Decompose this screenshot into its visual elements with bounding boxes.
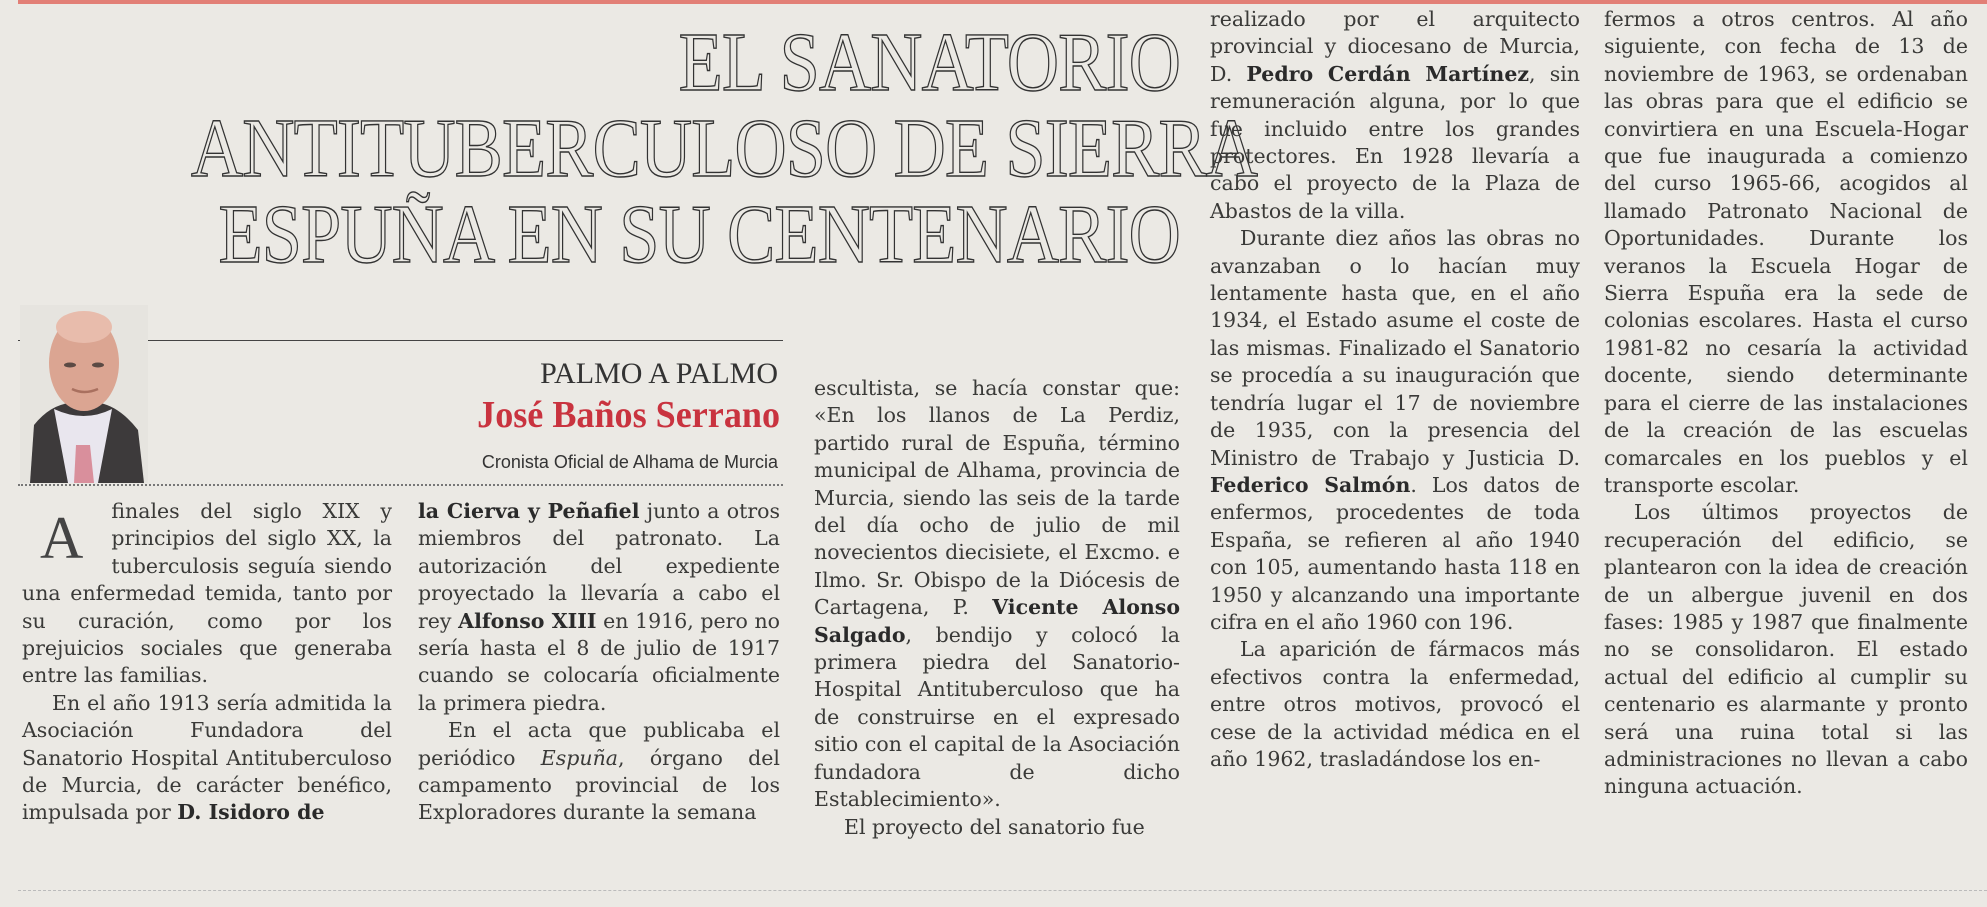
- article-column-3: [814, 375, 1180, 841]
- paragraph: La aparición de fármacos más efectivos contra la enfermedad, entre otros motivos, provocó el cese de la actividad médica en el año 1962, trasladándose los en-: [1210, 637, 1580, 771]
- paragraph: Los últimos proyectos de recuperación del edificio, se plantearon con la idea de creación de un albergue juvenil en dos fases: 1985 y 1987 que finalmente no se consolidaron. El estado actual del edificio al cumplir su centenario es alarmante y pronto será una ruina total si las administraciones no llevan a cabo ninguna actuación.: [1604, 500, 1968, 799]
- bold-name: Federico Salmón: [1210, 472, 1411, 497]
- italic-title: Espuña: [540, 745, 619, 770]
- article-column-1: [22, 498, 392, 827]
- drop-cap: A: [40, 505, 84, 571]
- article-column-5: [1604, 6, 1968, 801]
- article-column-4: [1210, 6, 1580, 773]
- section-label: PALMO A PALMO: [540, 357, 778, 390]
- headline: [191, 16, 1258, 281]
- author-photo: [20, 305, 148, 483]
- article-column-2: [418, 498, 780, 827]
- bold-name: Vicente Alonso Salgado: [814, 595, 1180, 647]
- paragraph: escultista, se hacía constar que: «En los llanos de La Perdiz, partido rural de Espuña, término municipal de Alhama, provincia de Murcia, siendo las seis de la tarde del día ocho de julio de mil novecientos diecisiete, el Excmo. e Ilmo. Sr. Obispo de la Diócesis de Cartagena, P. Vicente Alonso Salgado, bendijo y colocó la primera piedra del Sanatorio-Hospital Antituberculoso que ha de construirse en el expresado sitio con el capital de la Asociación fundadora de dicho Establecimiento».: [814, 376, 1180, 812]
- paragraph: fermos a otros centros. Al año siguiente, con fecha de 13 de noviembre de 1963, se ordenaban las obras para que el edificio se convirtiera en una Escuela-Hogar que fue inaugurada a comienzo del curso 1965-66, acogidos al llamado Patronato Nacional de Oportunidades. Durante los veranos la Escuela Hogar de Sierra Espuña era la sede de colonias escolares. Hasta el curso 1981-82 no cesaría la actividad docente, siendo determinante para el cierre de las instalaciones de la creación de las escuelas comarcales en los pueblos y el transporte escolar.: [1604, 7, 1968, 497]
- bold-name: Alfonso XIII: [458, 608, 597, 633]
- byline-bottom-rule: [18, 484, 783, 486]
- paragraph: A finales del siglo XIX y principios del siglo XX, la tuberculosis seguía siendo una enfermedad temida, tanto por su curación, como por los prejuicios sociales que generaba entre las familias.: [22, 499, 392, 688]
- bold-name: D. Isidoro de: [177, 800, 325, 825]
- bold-name: la Cierva y Peñafiel: [418, 499, 640, 523]
- paragraph: la Cierva y Peñafiel junto a otros miembros del patronato. La autorización del expediente proyectado la llevaría a cabo el rey Alfonso XIII en 1916, pero no sería hasta el 8 de julio de 1917 cuando se colocaría oficialmente la primera piedra.: [418, 499, 781, 715]
- paragraph: Durante diez años las obras no avanzaban o lo hacían muy lentamente hasta que, en el año 1934, el Estado asume el coste de las mismas. Finalizado el Sanatorio se procedía a su inauguración que tendría lugar el 17 de noviembre de 1935, con la presencia del Ministro de Trabajo y Justicia D. Federico Salmón. Los datos de enfermos, procedentes de toda España, se refieren al año 1940 con 105, aumentando hasta 118 en 1950 y alcanzando una importante cifra en el año 1960 con 196.: [1210, 226, 1580, 634]
- author-name: José Baños Serrano: [477, 394, 780, 436]
- bold-name: Pedro Cerdán Martínez: [1246, 61, 1530, 86]
- accent-bar: [18, 0, 1987, 4]
- paragraph: En el año 1913 sería admitida la Asociación Fundadora del Sanatorio Hospital Antituberculoso de Murcia, de carácter benéfico, impulsada por D. Isidoro de: [22, 690, 392, 825]
- author-role: Cronista Oficial de Alhama de Murcia: [481, 452, 778, 472]
- page-bottom-rule: [18, 890, 1987, 891]
- paragraph: En el acta que publicaba el periódico Espuña, órgano del campamento provincial de los Exploradores durante la semana: [418, 718, 780, 825]
- headline-line-2: ANTITUBERCULOSO DE SIERRA: [191, 102, 1258, 195]
- headline-line-3: ESPUÑA EN SU CENTENARIO: [218, 188, 1180, 281]
- headline-line-1: EL SANATORIO: [678, 16, 1180, 109]
- paragraph: El proyecto del sanatorio fue: [844, 814, 1145, 839]
- paragraph: realizado por el arquitecto provincial y diocesano de Murcia, D. Pedro Cerdán Martínez, sin remuneración alguna, por lo que fue incluido entre los grandes protectores. En 1928 llevaría a cabo el proyecto de la Plaza de Abastos de la villa.: [1210, 7, 1581, 223]
